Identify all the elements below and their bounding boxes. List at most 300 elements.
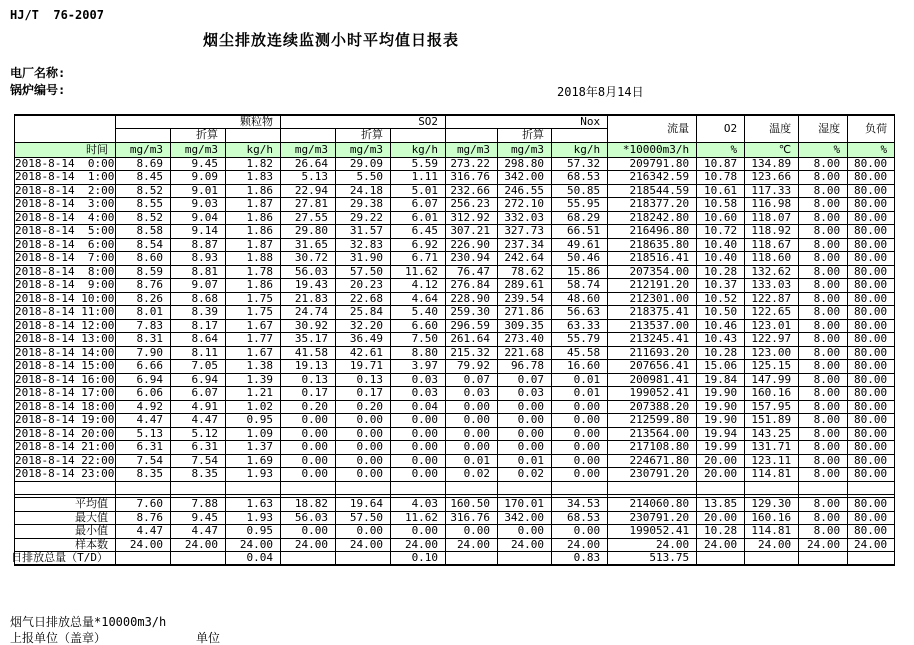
value-cell: 8.00: [799, 360, 848, 374]
value-cell: 327.73: [498, 225, 552, 239]
value-cell: 218544.59: [608, 184, 697, 198]
value-cell: 0.00: [391, 468, 446, 482]
value-cell: 8.26: [116, 292, 171, 306]
value-cell: 1.67: [226, 319, 281, 333]
value-cell: 0.00: [552, 400, 608, 414]
value-cell: 8.00: [799, 225, 848, 239]
value-cell: 1.11: [391, 171, 446, 185]
value-cell: 8.58: [116, 225, 171, 239]
value-cell: 8.00: [799, 252, 848, 266]
value-cell: 0.01: [446, 454, 498, 468]
value-cell: 80.00: [848, 441, 895, 455]
value-cell: 0.01: [498, 454, 552, 468]
value-cell: 5.40: [391, 306, 446, 320]
table-row: [15, 373, 895, 387]
value-cell: 6.01: [391, 211, 446, 225]
value-cell: 216342.59: [608, 171, 697, 185]
value-cell: 9.01: [171, 184, 226, 198]
value-cell: 9.07: [171, 279, 226, 293]
value-cell: 80.00: [848, 373, 895, 387]
table-row: [15, 441, 895, 455]
summary-row: [15, 511, 895, 525]
unit-cell: kg/h: [226, 142, 281, 157]
value-cell: 80.00: [848, 387, 895, 401]
value-cell: 96.78: [498, 360, 552, 374]
value-cell: 1.37: [226, 441, 281, 455]
value-cell: 8.55: [116, 198, 171, 212]
value-cell: 10.58: [697, 198, 745, 212]
value-cell: 20.00: [697, 468, 745, 482]
value-cell: 8.00: [799, 319, 848, 333]
value-cell: 10.28: [697, 346, 745, 360]
value-cell: 8.35: [171, 468, 226, 482]
header-temp: 温度: [745, 115, 799, 142]
spacer-row: [15, 481, 895, 495]
value-cell: 19.90: [697, 387, 745, 401]
value-cell: 80.00: [848, 292, 895, 306]
unit-cell: %: [799, 142, 848, 157]
table-row: [15, 400, 895, 414]
value-cell: 41.58: [281, 346, 336, 360]
value-cell: 68.53: [552, 511, 608, 525]
value-cell: 26.64: [281, 157, 336, 171]
value-cell: 20.00: [697, 511, 745, 525]
value-cell: 0.00: [336, 525, 391, 539]
value-cell: 239.54: [498, 292, 552, 306]
value-cell: 11.62: [391, 265, 446, 279]
value-cell: 8.00: [799, 498, 848, 512]
value-cell: 9.03: [171, 198, 226, 212]
value-cell: 0.00: [391, 441, 446, 455]
spacer-cell: [15, 481, 116, 495]
value-cell: 237.34: [498, 238, 552, 252]
value-cell: 56.63: [552, 306, 608, 320]
value-cell: 0.00: [552, 441, 608, 455]
value-cell: 7.83: [116, 319, 171, 333]
table-row: [15, 319, 895, 333]
value-cell: 7.50: [391, 333, 446, 347]
summary-label-cell: 日排放总量（T/D）: [15, 552, 116, 566]
time-cell: 2018-8-14 1:00: [15, 170, 115, 184]
value-cell: 9.14: [171, 225, 226, 239]
value-cell: 8.60: [116, 252, 171, 266]
value-cell: 5.59: [391, 157, 446, 171]
value-cell: 10.28: [697, 265, 745, 279]
footer-flow-total-label: 烟气日排放总量*10000m3/h: [10, 615, 167, 629]
value-cell: 16.60: [552, 360, 608, 374]
value-cell: 0.04: [226, 552, 281, 566]
value-cell: 0.02: [498, 468, 552, 482]
value-cell: 6.07: [391, 198, 446, 212]
value-cell: 80.00: [848, 346, 895, 360]
value-cell: 66.51: [552, 225, 608, 239]
value-cell: 6.31: [116, 441, 171, 455]
unit-cell: kg/h: [391, 142, 446, 157]
value-cell: 29.80: [281, 225, 336, 239]
value-cell: 0.00: [281, 414, 336, 428]
unit-cell: mg/m3: [281, 142, 336, 157]
value-cell: 10.40: [697, 238, 745, 252]
value-cell: 30.72: [281, 252, 336, 266]
value-cell: 78.62: [498, 265, 552, 279]
summary-row: [15, 538, 895, 552]
value-cell: 9.45: [171, 157, 226, 171]
time-cell: 2018-8-14 2:00: [15, 183, 115, 197]
value-cell: 55.95: [552, 198, 608, 212]
value-cell: 0.00: [336, 441, 391, 455]
value-cell: 226.90: [446, 238, 498, 252]
value-cell: [336, 552, 391, 566]
value-cell: 15.06: [697, 360, 745, 374]
value-cell: 8.00: [799, 238, 848, 252]
value-cell: 4.03: [391, 498, 446, 512]
value-cell: 1.78: [226, 265, 281, 279]
table-row: [15, 306, 895, 320]
value-cell: 11.62: [391, 511, 446, 525]
unit-cell: mg/m3: [498, 142, 552, 157]
value-cell: 8.00: [799, 511, 848, 525]
value-cell: 24.18: [336, 184, 391, 198]
value-cell: 76.47: [446, 265, 498, 279]
value-cell: 0.00: [552, 468, 608, 482]
value-cell: 10.87: [697, 157, 745, 171]
sub-blank: [552, 129, 608, 143]
value-cell: 20.00: [697, 454, 745, 468]
value-cell: 0.03: [498, 387, 552, 401]
value-cell: 80.00: [848, 498, 895, 512]
report-table: [11, 114, 895, 566]
value-cell: 123.00: [745, 346, 799, 360]
value-cell: 160.50: [446, 498, 498, 512]
value-cell: 8.00: [799, 211, 848, 225]
value-cell: 0.00: [552, 427, 608, 441]
value-cell: 207354.00: [608, 265, 697, 279]
value-cell: 273.40: [498, 333, 552, 347]
value-cell: 332.03: [498, 211, 552, 225]
value-cell: 6.45: [391, 225, 446, 239]
value-cell: 0.95: [226, 525, 281, 539]
value-cell: 9.45: [171, 511, 226, 525]
value-cell: 80.00: [848, 360, 895, 374]
value-cell: 118.92: [745, 225, 799, 239]
value-cell: 32.20: [336, 319, 391, 333]
time-cell: 2018-8-14 8:00: [15, 264, 115, 278]
value-cell: 0.00: [552, 525, 608, 539]
value-cell: 35.17: [281, 333, 336, 347]
value-cell: 215.32: [446, 346, 498, 360]
value-cell: 5.12: [171, 427, 226, 441]
value-cell: 29.22: [336, 211, 391, 225]
unit-cell: mg/m3: [446, 142, 498, 157]
value-cell: [848, 552, 895, 566]
value-cell: 10.40: [697, 252, 745, 266]
value-cell: 0.07: [498, 373, 552, 387]
value-cell: 0.00: [391, 525, 446, 539]
value-cell: 57.50: [336, 511, 391, 525]
time-cell: 2018-8-14 9:00: [15, 278, 115, 292]
value-cell: 4.91: [171, 400, 226, 414]
value-cell: 312.92: [446, 211, 498, 225]
table-row: [15, 414, 895, 428]
value-cell: 122.65: [745, 306, 799, 320]
value-cell: 24.00: [226, 538, 281, 552]
time-column-header: 时间: [15, 142, 116, 157]
value-cell: 6.06: [116, 387, 171, 401]
table-row: [15, 252, 895, 266]
value-cell: 1.02: [226, 400, 281, 414]
value-cell: 0.00: [446, 400, 498, 414]
value-cell: 8.00: [799, 306, 848, 320]
time-cell: 2018-8-14 13:00: [15, 332, 115, 346]
value-cell: 114.81: [745, 468, 799, 482]
value-cell: 207656.41: [608, 360, 697, 374]
value-cell: 55.79: [552, 333, 608, 347]
value-cell: 232.66: [446, 184, 498, 198]
summary-row: [15, 525, 895, 539]
value-cell: 212191.20: [608, 279, 697, 293]
table-row: [15, 198, 895, 212]
value-cell: 80.00: [848, 306, 895, 320]
value-cell: 24.00: [446, 538, 498, 552]
header-load: 负荷: [848, 115, 895, 142]
time-cell: 2018-8-14 16:00: [15, 372, 115, 386]
value-cell: 1.09: [226, 427, 281, 441]
value-cell: 15.86: [552, 265, 608, 279]
value-cell: 19.43: [281, 279, 336, 293]
value-cell: 1.82: [226, 157, 281, 171]
sub-blank: [226, 129, 281, 143]
value-cell: 8.52: [116, 184, 171, 198]
value-cell: 1.75: [226, 292, 281, 306]
value-cell: 170.01: [498, 498, 552, 512]
value-cell: 5.50: [336, 171, 391, 185]
value-cell: 80.00: [848, 211, 895, 225]
value-cell: 80.00: [848, 171, 895, 185]
value-cell: 13.85: [697, 498, 745, 512]
value-cell: [171, 552, 226, 566]
table-row: [15, 427, 895, 441]
value-cell: 513.75: [608, 552, 697, 566]
value-cell: 8.17: [171, 319, 226, 333]
value-cell: 289.61: [498, 279, 552, 293]
value-cell: 4.92: [116, 400, 171, 414]
value-cell: 10.37: [697, 279, 745, 293]
value-cell: 10.50: [697, 306, 745, 320]
value-cell: 8.00: [799, 525, 848, 539]
sub-blank: [391, 129, 446, 143]
value-cell: 122.97: [745, 333, 799, 347]
value-cell: 218375.41: [608, 306, 697, 320]
value-cell: 0.03: [446, 387, 498, 401]
value-cell: 24.00: [171, 538, 226, 552]
value-cell: 213537.00: [608, 319, 697, 333]
value-cell: 8.52: [116, 211, 171, 225]
value-cell: 6.94: [171, 373, 226, 387]
value-cell: 1.87: [226, 198, 281, 212]
value-cell: 32.83: [336, 238, 391, 252]
value-cell: 8.76: [116, 279, 171, 293]
value-cell: 307.21: [446, 225, 498, 239]
value-cell: 1.88: [226, 252, 281, 266]
time-cell: 2018-8-14 11:00: [15, 305, 115, 319]
table-row: [15, 157, 895, 171]
value-cell: 218377.20: [608, 198, 697, 212]
table-body: [15, 157, 895, 481]
value-cell: 1.67: [226, 346, 281, 360]
value-cell: 7.90: [116, 346, 171, 360]
value-cell: 24.00: [391, 538, 446, 552]
value-cell: 256.23: [446, 198, 498, 212]
value-cell: 25.84: [336, 306, 391, 320]
value-cell: 22.68: [336, 292, 391, 306]
value-cell: 0.00: [336, 454, 391, 468]
time-cell: 2018-8-14 19:00: [15, 413, 115, 427]
value-cell: 80.00: [848, 238, 895, 252]
value-cell: 22.94: [281, 184, 336, 198]
value-cell: 1.83: [226, 171, 281, 185]
table-row: [15, 184, 895, 198]
value-cell: 114.81: [745, 525, 799, 539]
time-cell: 2018-8-14 4:00: [15, 210, 115, 224]
boiler-no-label: 锅炉编号:: [10, 83, 66, 97]
unit-cell: ℃: [745, 142, 799, 157]
value-cell: 8.01: [116, 306, 171, 320]
value-cell: 19.13: [281, 360, 336, 374]
value-cell: 271.86: [498, 306, 552, 320]
value-cell: 212301.00: [608, 292, 697, 306]
value-cell: 0.01: [552, 373, 608, 387]
time-cell: 2018-8-14 14:00: [15, 345, 115, 359]
value-cell: 8.11: [171, 346, 226, 360]
time-cell: 2018-8-14 15:00: [15, 359, 115, 373]
value-cell: 19.99: [697, 441, 745, 455]
value-cell: 342.00: [498, 171, 552, 185]
value-cell: 6.07: [171, 387, 226, 401]
value-cell: 24.00: [608, 538, 697, 552]
value-cell: 8.00: [799, 468, 848, 482]
value-cell: 10.43: [697, 333, 745, 347]
table-row: [15, 292, 895, 306]
value-cell: [799, 552, 848, 566]
value-cell: 80.00: [848, 265, 895, 279]
header-row-units: [15, 142, 895, 157]
value-cell: 36.49: [336, 333, 391, 347]
value-cell: 10.78: [697, 171, 745, 185]
value-cell: 6.66: [116, 360, 171, 374]
value-cell: 122.87: [745, 292, 799, 306]
time-cell: 2018-8-14 7:00: [15, 251, 115, 265]
value-cell: 0.00: [391, 414, 446, 428]
value-cell: 24.74: [281, 306, 336, 320]
value-cell: 8.39: [171, 306, 226, 320]
value-cell: 8.87: [171, 238, 226, 252]
value-cell: 1.75: [226, 306, 281, 320]
value-cell: 80.00: [848, 414, 895, 428]
value-cell: 19.64: [336, 498, 391, 512]
value-cell: 8.00: [799, 346, 848, 360]
value-cell: 160.16: [745, 387, 799, 401]
time-cell: 2018-8-14 0:00: [15, 156, 115, 170]
value-cell: 68.53: [552, 171, 608, 185]
value-cell: 0.00: [498, 400, 552, 414]
value-cell: 0.00: [281, 454, 336, 468]
value-cell: 8.00: [799, 292, 848, 306]
value-cell: 6.94: [116, 373, 171, 387]
value-cell: 8.69: [116, 157, 171, 171]
value-cell: 4.64: [391, 292, 446, 306]
table-row: [15, 346, 895, 360]
value-cell: 0.20: [281, 400, 336, 414]
value-cell: 7.05: [171, 360, 226, 374]
value-cell: 50.46: [552, 252, 608, 266]
time-cell: 2018-8-14 21:00: [15, 440, 115, 454]
value-cell: 29.09: [336, 157, 391, 171]
value-cell: 129.30: [745, 498, 799, 512]
value-cell: 0.83: [552, 552, 608, 566]
value-cell: 0.01: [552, 387, 608, 401]
value-cell: 0.00: [446, 441, 498, 455]
value-cell: 45.58: [552, 346, 608, 360]
value-cell: 309.35: [498, 319, 552, 333]
value-cell: 213564.00: [608, 427, 697, 441]
footer-unit-label: 单位: [196, 631, 221, 645]
value-cell: 1.21: [226, 387, 281, 401]
value-cell: 298.80: [498, 157, 552, 171]
value-cell: 8.00: [799, 400, 848, 414]
summary-label-cell: 样本数: [15, 538, 116, 552]
value-cell: 48.60: [552, 292, 608, 306]
report-date: 2018年8月14日: [557, 85, 644, 99]
value-cell: 117.33: [745, 184, 799, 198]
value-cell: [281, 552, 336, 566]
value-cell: 147.99: [745, 373, 799, 387]
value-cell: 123.66: [745, 171, 799, 185]
value-cell: 68.29: [552, 211, 608, 225]
value-cell: 0.00: [391, 454, 446, 468]
value-cell: 24.00: [281, 538, 336, 552]
value-cell: 24.00: [336, 538, 391, 552]
value-cell: 1.77: [226, 333, 281, 347]
value-cell: 246.55: [498, 184, 552, 198]
value-cell: 276.84: [446, 279, 498, 293]
value-cell: 1.87: [226, 238, 281, 252]
value-cell: 4.47: [116, 525, 171, 539]
value-cell: 24.00: [552, 538, 608, 552]
value-cell: 0.04: [391, 400, 446, 414]
value-cell: 160.16: [745, 511, 799, 525]
value-cell: 18.82: [281, 498, 336, 512]
value-cell: 134.89: [745, 157, 799, 171]
value-cell: 24.00: [697, 538, 745, 552]
value-cell: 8.00: [799, 387, 848, 401]
value-cell: 0.95: [226, 414, 281, 428]
value-cell: 218242.80: [608, 211, 697, 225]
time-header-blank: [15, 115, 116, 142]
group-header-nox: Nox: [446, 115, 608, 129]
value-cell: 0.00: [281, 468, 336, 482]
value-cell: 7.60: [116, 498, 171, 512]
value-cell: 8.80: [391, 346, 446, 360]
value-cell: 123.01: [745, 319, 799, 333]
value-cell: 200981.41: [608, 373, 697, 387]
value-cell: 0.17: [336, 387, 391, 401]
value-cell: 8.93: [171, 252, 226, 266]
value-cell: 8.00: [799, 157, 848, 171]
page-title: 烟尘排放连续监测小时平均值日报表: [203, 31, 460, 49]
table-row: [15, 360, 895, 374]
value-cell: 24.00: [745, 538, 799, 552]
plant-name-label: 电厂名称:: [10, 66, 66, 80]
